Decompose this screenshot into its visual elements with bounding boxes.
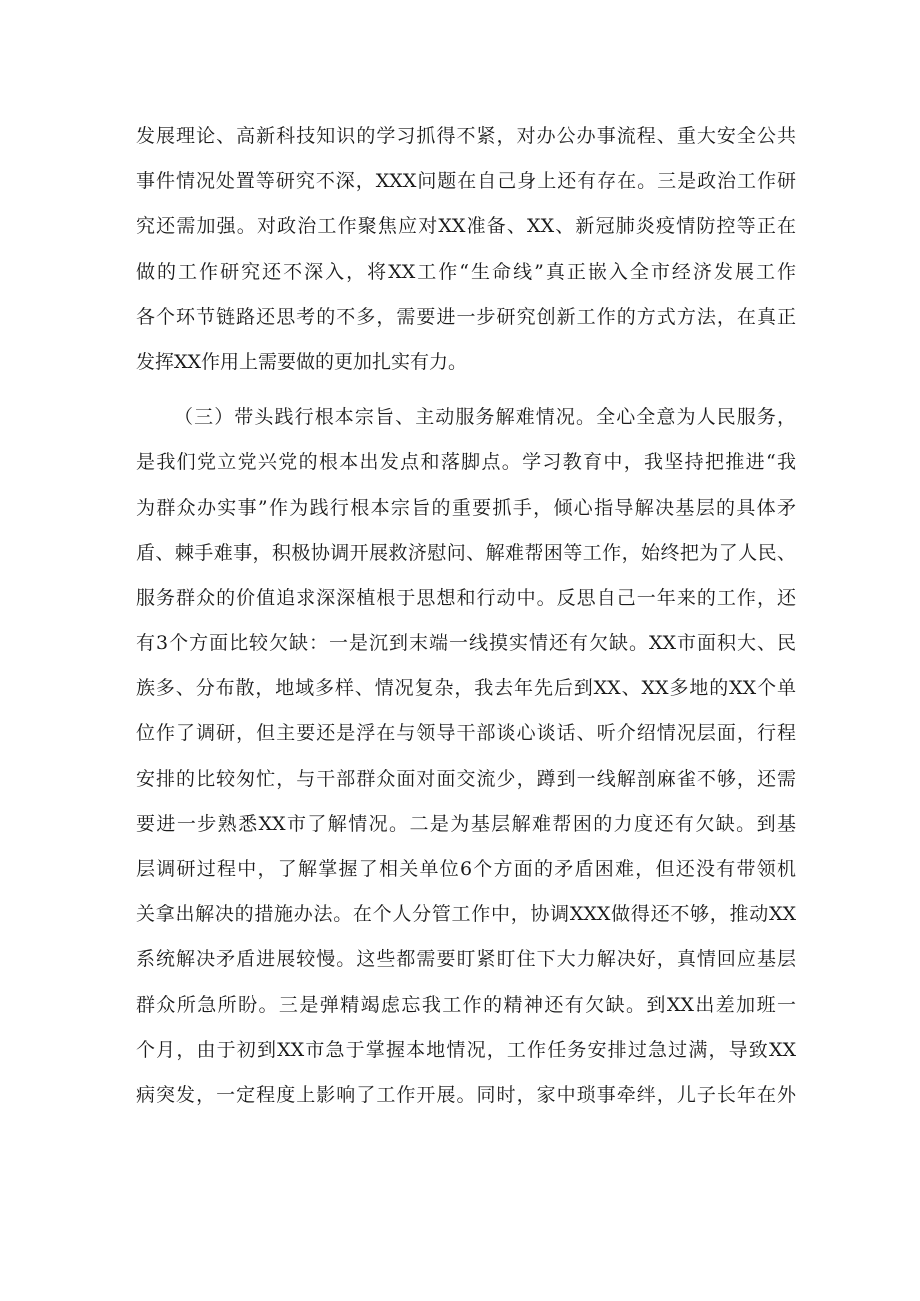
- paragraph-end-line: 发挥XX作用上需要做的更加扎实有力。: [136, 350, 468, 373]
- text-line: 究还需加强。对政治工作聚焦应对XX准备、XX、新冠肺炎疫情防控等正在: [136, 215, 796, 238]
- body-text: [136, 114, 796, 1118]
- text-line: 要进一步熟悉XX市了解情况。二是为基层解难帮困的力度还有欠缺。到基: [136, 812, 796, 835]
- text-line: 群众所急所盼。三是弹精竭虑忘我工作的精神还有欠缺。到XX出差加班一: [136, 993, 796, 1016]
- text-line: 关拿出解决的措施办法。在个人分管工作中，协调XXX做得还不够，推动XX: [136, 903, 796, 926]
- text-line: 族多、分布散，地域多样、情况复杂，我去年先后到XX、XX多地的XX个单: [136, 677, 796, 700]
- text-line: 位作了调研，但主要还是浮在与领导干部谈心谈话、听介绍情况层面，行程: [136, 722, 796, 745]
- text-line: 有3个方面比较欠缺：一是沉到末端一线摸实情还有欠缺。XX市面积大、民: [136, 632, 796, 655]
- text-line: 盾、棘手难事，积极协调开展救济慰问、解难帮困等工作，始终把为了人民、: [136, 541, 796, 564]
- text-line: 病突发，一定程度上影响了工作开展。同时，家中琐事牵绊，儿子长年在外: [136, 1083, 796, 1106]
- text-line: 发展理论、高新科技知识的学习抓得不紧，对办公办事流程、重大安全公共: [136, 125, 796, 147]
- text-line: 服务群众的价值追求深深植根于思想和行动中。反思自己一年来的工作，还: [136, 586, 796, 609]
- text-line: 个月，由于初到XX市急于掌握本地情况，工作任务安排过急过满，导致XX: [136, 1038, 796, 1061]
- text-line: 事件情况处置等研究不深，XXX问题在自己身上还有存在。三是政治工作研: [136, 170, 796, 193]
- text-line: 是我们党立党兴党的根本出发点和落脚点。学习教育中，我坚持把推进“我: [136, 451, 796, 474]
- text-line: 安排的比较匆忙，与干部群众面对面交流少，蹲到一线解剖麻雀不够，还需: [136, 767, 796, 790]
- text-line: 各个环节链路还思考的不多，需要进一步研究创新工作的方式方法，在真正: [136, 305, 796, 328]
- section-heading-line: （三）带头践行根本宗旨、主动服务解难情况。全心全意为人民服务，: [174, 406, 796, 429]
- text-line: 层调研过程中，了解掌握了相关单位6个方面的矛盾困难，但还没有带领机: [136, 858, 796, 880]
- text-line: 做的工作研究还不深入，将XX工作“生命线”真正嵌入全市经济发展工作: [136, 260, 796, 283]
- text-line: 系统解决矛盾进展较慢。这些都需要盯紧盯住下大力解决好，真情回应基层: [136, 948, 796, 971]
- text-line: 为群众办实事”作为践行根本宗旨的重要抓手，倾心指导解决基层的具体矛: [136, 496, 796, 519]
